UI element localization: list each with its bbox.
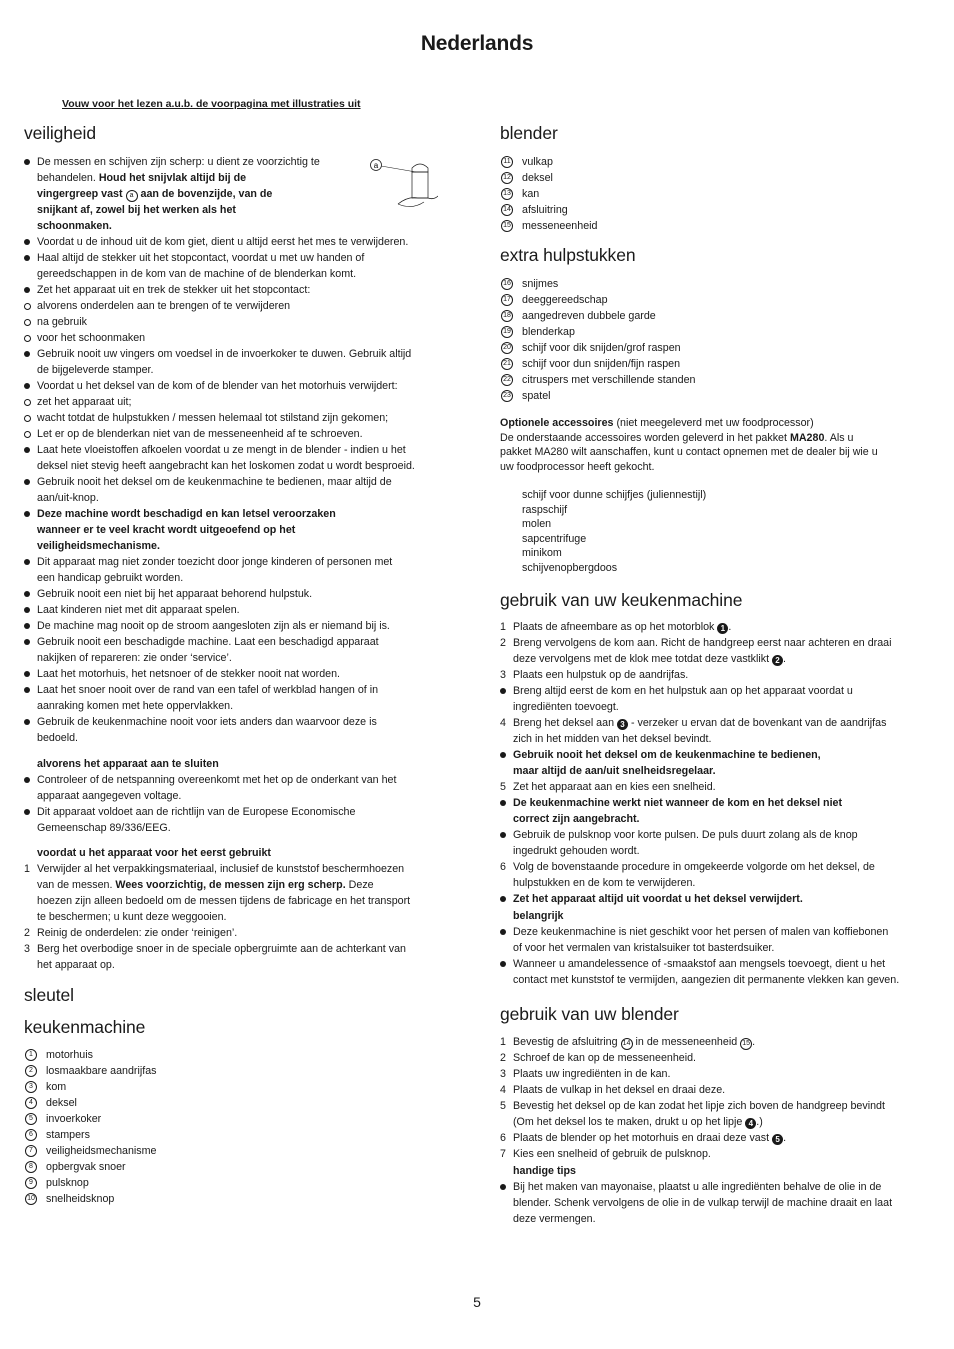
number-circle-icon: 5 (25, 1113, 37, 1125)
number-circle-icon: 12 (501, 172, 513, 184)
list-item: raspschijf (522, 503, 568, 516)
key-item: 21 schijf voor dun snijden/fijn raspen (500, 356, 930, 372)
bullet-item: Dit apparaat mag niet zonder toezicht door jonge kinderen of personen met (24, 554, 451, 570)
number-circle-icon: 15 (501, 220, 513, 232)
heading-blender: blender (500, 123, 558, 143)
key-item: 15 messeneenheid (500, 218, 930, 234)
bullet-item: Wanneer u amandelessence of -smaakstof aan mengsels toevoegt, dient u het (500, 956, 930, 972)
gebruik-blender-steps: 1 Bevestig de afsluitring 14 in de messeneenheid 15 . 2 Schroef de kan op de messeneenheid. 3 Plaats uw ingrediënten in de kan. 4 Plaats de vulkap in het deksel en draai deze. 5 Bevestig het deksel op de kan zodat het lipje zich boven de handgreep bevindt (Om het deksel los te maken, drukt u op het lipje 4 .) 6 Plaats de blender op het motorhuis en draai deze vast 5 . 7 Kies een snelheid of gebruik de pulsknop. handige tips Bij het maken van mayonaise, plaatst u alle ingrediënten behalve de olie in de blender. Schenk vervolgens de olie in de vulkap terwijl de machine draait en laat deze vermengen. (500, 1034, 930, 1227)
number-circle-icon: 2 (25, 1065, 37, 1077)
ref-a-icon: a (126, 190, 138, 202)
optional-list (500, 488, 930, 575)
key-item: 20 schijf voor dik snijden/grof raspen (500, 340, 930, 356)
numbered-item: 6 Plaats de blender op het motorhuis en draai deze vast 5 . (500, 1132, 787, 1144)
step-ref-icon: 2 (772, 655, 783, 666)
key-item: 2 losmaakbare aandrijfas (24, 1063, 451, 1079)
subheading-tips: handige tips (513, 1165, 576, 1177)
number-circle-icon: 11 (501, 156, 513, 168)
number-circle-icon: 18 (501, 310, 513, 322)
step-ref-icon: 1 (717, 623, 728, 634)
ref-circle-icon: 14 (621, 1038, 633, 1050)
blender-key-list (500, 154, 930, 234)
list-item: schijf voor dunne schijfjes (juliennestijl) (522, 489, 707, 501)
bullet-item: Gebruik nooit een niet bij het apparaat behorend hulpstuk. (24, 586, 451, 602)
subheading-important: belangrijk (513, 910, 564, 922)
number-circle-icon: 6 (25, 1129, 37, 1141)
key-item: 11 vulkap (500, 154, 930, 170)
key-item: 4 deksel (24, 1095, 451, 1111)
bullet-item: Voordat u de inhoud uit de kom giet, dient u altijd eerst het mes te verwijderen. (24, 234, 451, 250)
gebruik-steps: 1 Plaats de afneembare as op het motorblok 1 . 2 Breng vervolgens de kom aan. Richt de handgreep eerst naar achteren en draai deze vervolgens met de klok mee totdat deze vastklikt 2 . 3 Plaats een hulpstuk op de aandrijfas. Breng altijd eerst de kom en het hulpstuk aan op het apparaat voordat u ingrediënten toevoegt. 4 Breng het deksel aan 3 - verzeker u ervan dat de bovenkant van de aandrijfas zich in het midden van het deksel bevindt. Gebruik nooit het deksel om de keukenmachine te bedienen, maar altijd de aan/uit snelheidsregelaar. 5 Zet het apparaat aan en kies een snelheid. De keukenmachine werkt niet wanneer de kom en het deksel niet correct zijn aangebracht. Gebruik de pulsknop voor korte pulsen. De puls duurt zolang als de knop ingedrukt gehouden wordt. 6 Volg de bovenstaande procedure in omgekeerde volgorde om het deksel, de hulpstukken en de kom te verwijderen. Zet het apparaat altijd uit voordat u het deksel verwijdert. belangrijk Deze keukenmachine is niet geschikt voor het persen of malen van koffiebonen of voor het vermalen van kristalsuiker tot basterdsuiker. Wanneer u amandelessence of -smaakstof aan mengsels toevoegt, dient u het contact met kunststof te vermijden, aangezien dit permanente vlekken kan geven. (500, 619, 930, 988)
bullet-item: Bij het maken van mayonaise, plaatst u alle ingrediënten behalve de olie in de (500, 1179, 930, 1195)
key-item: 16 snijmes (500, 276, 930, 292)
key-item: 8 opbergvak snoer (24, 1159, 451, 1175)
section-sleutel (24, 985, 451, 1015)
number-circle-icon: 13 (501, 188, 513, 200)
step-ref-icon: 3 (617, 719, 628, 730)
subsection-first-use: voordat u het apparaat voor het eerst gebruikt 1 Verwijder al het verpakkingsmateriaal, inclusief de kunststof beschermhoezen van de messen. Wees voorzichtig, de messen zijn erg scherp. Deze hoezen zijn alleen bedoeld om de messen tijdens de fabricage en het transport te beschermen; u kunt deze weggooien. 2 Reinig de onderdelen: zie onder ‘reinigen’. 3 Berg het overbodige snoer in de speciale opbergruimte aan de achterkant van het apparaat op. (24, 845, 451, 973)
ref-circle-icon: 15 (740, 1038, 752, 1050)
number-circle-icon: 10 (25, 1193, 37, 1205)
bullet-item: Haal altijd de stekker uit het stopcontact, voordat u met uw handen of (24, 250, 451, 266)
section-veiligheid (24, 123, 451, 153)
bullet-item: Laat het snoer nooit over de rand van een tafel of werkblad hangen of in (24, 682, 451, 698)
bullet-item: De messen en schijven zijn scherp: u dient ze voorzichtig te (24, 154, 451, 170)
number-circle-icon: 7 (25, 1145, 37, 1157)
number-circle-icon: 19 (501, 326, 513, 338)
illus-label: a (373, 161, 379, 170)
numbered-item: 3 Berg het overbodige snoer in de speciale opbergruimte aan de achterkant van (24, 943, 406, 955)
numbered-item: 3 Plaats een hulpstuk op de aandrijfas. (500, 669, 689, 681)
bullet-item: Gebruik nooit uw vingers om voedsel in de invoerkoker te duwen. Gebruik altijd (24, 346, 451, 362)
number-circle-icon: 22 (501, 374, 513, 386)
number-circle-icon: 9 (25, 1177, 37, 1189)
list-item: schijvenopbergdoos (522, 561, 618, 574)
number-circle-icon: 4 (25, 1097, 37, 1109)
list-item: sapcentrifuge (522, 532, 587, 545)
numbered-item: 4 Breng het deksel aan 3 - verzeker u ervan dat de bovenkant van de aandrijfas (500, 717, 887, 729)
sub-item: Let er op de blenderkan niet van de messeneenheid af te schroeven. (24, 426, 451, 442)
numbered-item: 1 Plaats de afneembare as op het motorblok 1 . (500, 621, 732, 633)
numbered-item: 2 Schroef de kan op de messeneenheid. (500, 1052, 697, 1064)
key-item: 17 deeggereedschap (500, 292, 930, 308)
keukenmachine-key-list (24, 1047, 451, 1207)
heading-sleutel: sleutel (24, 985, 74, 1005)
heading-gebruik-blender: gebruik van uw blender (500, 1004, 679, 1024)
number-circle-icon: 8 (25, 1161, 37, 1173)
number-circle-icon: 1 (25, 1049, 37, 1061)
bullet-item: De machine mag nooit op de stroom aangesloten zijn als er niemand bij is. (24, 618, 451, 634)
key-item: 18 aangedreven dubbele garde (500, 308, 930, 324)
key-item: 13 kan (500, 186, 930, 202)
page-title: Nederlands (420, 32, 534, 55)
bullet-item: Voordat u het deksel van de kom of de blender van het motorhuis verwijdert: (24, 378, 451, 394)
number-circle-icon: 21 (501, 358, 513, 370)
section-gebruik-blender (500, 1004, 930, 1034)
fold-note: Vouw voor het lezen a.u.b. de voorpagina met illustraties uit (62, 98, 361, 110)
sub-item: wacht totdat de hulpstukken / messen helemaal tot stilstand zijn gekomen; (24, 410, 451, 426)
key-item: 23 spatel (500, 388, 930, 404)
section-gebruik (500, 590, 930, 620)
section-keukenmachine (24, 1017, 451, 1047)
bullet-item: Deze machine wordt beschadigd en kan letsel veroorzaken (24, 506, 451, 522)
numbered-item: 5 Bevestig het deksel op de kan zodat het lipje zich boven de handgreep bevindt (500, 1100, 885, 1112)
bullet-item: Deze keukenmachine is niet geschikt voor het persen of malen van koffiebonen (500, 924, 930, 940)
list-item: minikom (522, 547, 562, 559)
bullet-item: Zet het apparaat altijd uit voordat u het deksel verwijdert. (500, 891, 930, 907)
sub-item: alvorens onderdelen aan te brengen of te verwijderen (24, 298, 451, 314)
key-item: 12 deksel (500, 170, 930, 186)
heading-gebruik: gebruik van uw keukenmachine (500, 590, 743, 610)
numbered-item: 7 Kies een snelheid of gebruik de pulsknop. (500, 1148, 711, 1160)
extra-key-list (500, 276, 930, 404)
numbered-item: 6 Volg de bovenstaande procedure in omgekeerde volgorde om het deksel, de (500, 861, 875, 873)
number-circle-icon: 16 (501, 278, 513, 290)
bullet-item: Zet het apparaat uit en trek de stekker uit het stopcontact: (24, 282, 451, 298)
step-ref-icon: 4 (745, 1118, 756, 1129)
bullet-item: Gebruik de pulsknop voor korte pulsen. De puls duurt zolang als de knop (500, 827, 930, 843)
sub-item: na gebruik (24, 314, 451, 330)
heading-veiligheid: veiligheid (24, 123, 96, 143)
number-circle-icon: 20 (501, 342, 513, 354)
heading-keukenmachine: keukenmachine (24, 1017, 146, 1037)
bullet-item: Laat het motorhuis, het netsnoer of de stekker nooit nat worden. (24, 666, 451, 682)
numbered-item: 1 Bevestig de afsluitring 14 in de messeneenheid 15 . (500, 1036, 756, 1048)
sub-item: zet het apparaat uit; (24, 394, 451, 410)
numbered-item: 1 Verwijder al het verpakkingsmateriaal, inclusief de kunststof beschermhoezen (24, 863, 405, 875)
number-circle-icon: 23 (501, 390, 513, 402)
bullet-item: Gebruik de keukenmachine nooit voor iets anders dan waarvoor deze is (24, 714, 451, 730)
bullet-item: Dit apparaat voldoet aan de richtlijn van de Europese Economische (24, 804, 451, 820)
key-item: 7 veiligheidsmechanisme (24, 1143, 451, 1159)
list-item: molen (522, 518, 552, 530)
key-item: 6 stampers (24, 1127, 451, 1143)
heading-extra: extra hulpstukken (500, 245, 636, 265)
bullet-item: Controleer of de netspanning overeenkomt met het op de onderkant van het (24, 772, 451, 788)
page-number: 5 (473, 1294, 481, 1310)
step-ref-icon: 5 (772, 1134, 783, 1145)
key-item: 14 afsluitring (500, 202, 930, 218)
key-item: 3 kom (24, 1079, 451, 1095)
subsection-connect: alvorens het apparaat aan te sluiten Controleer of de netspanning overeenkomt met het op de onderkant van het apparaat aangegeven voltage. Dit apparaat voldoet aan de richtlijn van de Europese Economische Gemeenschap 89/336/EEG. (24, 756, 451, 836)
key-item: 1 motorhuis (24, 1047, 451, 1063)
sub-item: voor het schoonmaken (24, 330, 451, 346)
bullet-item: Breng altijd eerst de kom en het hulpstuk aan op het apparaat voordat u (500, 683, 930, 699)
key-item: 19 blenderkap (500, 324, 930, 340)
veiligheid-list: De messen en schijven zijn scherp: u dient ze voorzichtig te behandelen. Houd het snijvlak altijd bij de vingergreep vast a aan de bovenzijde, van de snijkant af, zowel bij het werken als het schoonmaken. Voordat u de inhoud uit de kom giet, dient u altijd eerst het mes te verwijderen. Haal altijd de stekker uit het stopcontact, voordat u met uw handen of gereedschappen in de kom van de machine of de blenderkan komt. Zet het apparaat uit en trek de stekker uit het stopcontact: alvorens onderdelen aan te brengen of te verwijderen na gebruik voor het schoonmaken Gebruik nooit uw vingers om voedsel in de invoerkoker te duwen. Gebruik altijd de bijgeleverde stamper. Voordat u het deksel van de kom of de blender van het motorhuis verwijdert: zet het apparaat uit; wacht totdat de hulpstukken / messen helemaal tot stilstand zijn gekomen; Let er op de blenderkan niet van de messeneenheid af te schroeven. Laat hete vloeistoffen afkoelen voordat u ze mengt in de blender - indien u het deksel niet stevig heeft aangebracht kan het loskomen zodat u wordt besproeid. Gebruik nooit het deksel om de keukenmachine te bedienen, maar altijd de aan/uit-knop. Deze machine wordt beschadigd en kan letsel veroorzaken wanneer er te veel kracht wordt uitgeoefend op het veiligheidsmechanisme. Dit apparaat mag niet zonder toezicht door jonge kinderen of personen met een handicap gebruikt worden. Gebruik nooit een niet bij het apparaat behorend hulpstuk. Laat kinderen niet met dit apparaat spelen. De machine mag nooit op de stroom aangesloten zijn als er niemand bij is. Gebruik nooit een beschadigde machine. Laat een beschadigd apparaat nakijken of repareren: zie onder ‘service’. Laat het motorhuis, het netsnoer of de stekker nooit nat worden. Laat het snoer nooit over de rand van een tafel of werkblad hangen of in aanraking komen met hete oppervlakken. Gebruik de keukenmachine nooit voor iets anders dan waarvoor deze is bedoeld. (24, 154, 451, 746)
numbered-item: 2 Reinig de onderdelen: zie onder ‘reinigen’. (24, 927, 238, 939)
bullet-item: Laat hete vloeistoffen afkoelen voordat u ze mengt in de blender - indien u het (24, 442, 451, 458)
bullet-item: De keukenmachine werkt niet wanneer de kom en het deksel niet (500, 795, 930, 811)
bullet-item: Gebruik nooit het deksel om de keukenmachine te bedienen, (500, 747, 930, 763)
subheading-connect: alvorens het apparaat aan te sluiten (37, 758, 219, 770)
key-item: 22 citruspers met verschillende standen (500, 372, 930, 388)
bullet-item: Laat kinderen niet met dit apparaat spelen. (24, 602, 451, 618)
numbered-item: 4 Plaats de vulkap in het deksel en draai deze. (500, 1084, 726, 1096)
optional-accessories: Optionele accessoires (niet meegeleverd met uw foodprocessor) De onderstaande accessoires worden geleverd in het pakket MA280. Als u pakket MA280 wilt aanschaffen, kunt u contact opnemen met de dealer bij wie u uw foodprocessor heeft gekocht. (500, 417, 878, 473)
numbered-item: 5 Zet het apparaat aan en kies een snelheid. (500, 781, 716, 793)
key-item: 9 pulsknop (24, 1175, 451, 1191)
number-circle-icon: 17 (501, 294, 513, 306)
section-extra (500, 245, 930, 275)
key-item: 5 invoerkoker (24, 1111, 451, 1127)
bullet-item: Gebruik nooit een beschadigde machine. Laat een beschadigd apparaat (24, 634, 451, 650)
numbered-item: 3 Plaats uw ingrediënten in de kan. (500, 1068, 671, 1080)
bullet-item: Gebruik nooit het deksel om de keukenmachine te bedienen, maar altijd de (24, 474, 451, 490)
number-circle-icon: 14 (501, 204, 513, 216)
key-item: 10 snelheidsknop (24, 1191, 451, 1207)
number-circle-icon: 3 (25, 1081, 37, 1093)
section-blender (500, 123, 930, 153)
numbered-item: 2 Breng vervolgens de kom aan. Richt de handgreep eerst naar achteren en draai (500, 637, 892, 649)
subheading-first-use: voordat u het apparaat voor het eerst gebruikt (37, 847, 271, 859)
